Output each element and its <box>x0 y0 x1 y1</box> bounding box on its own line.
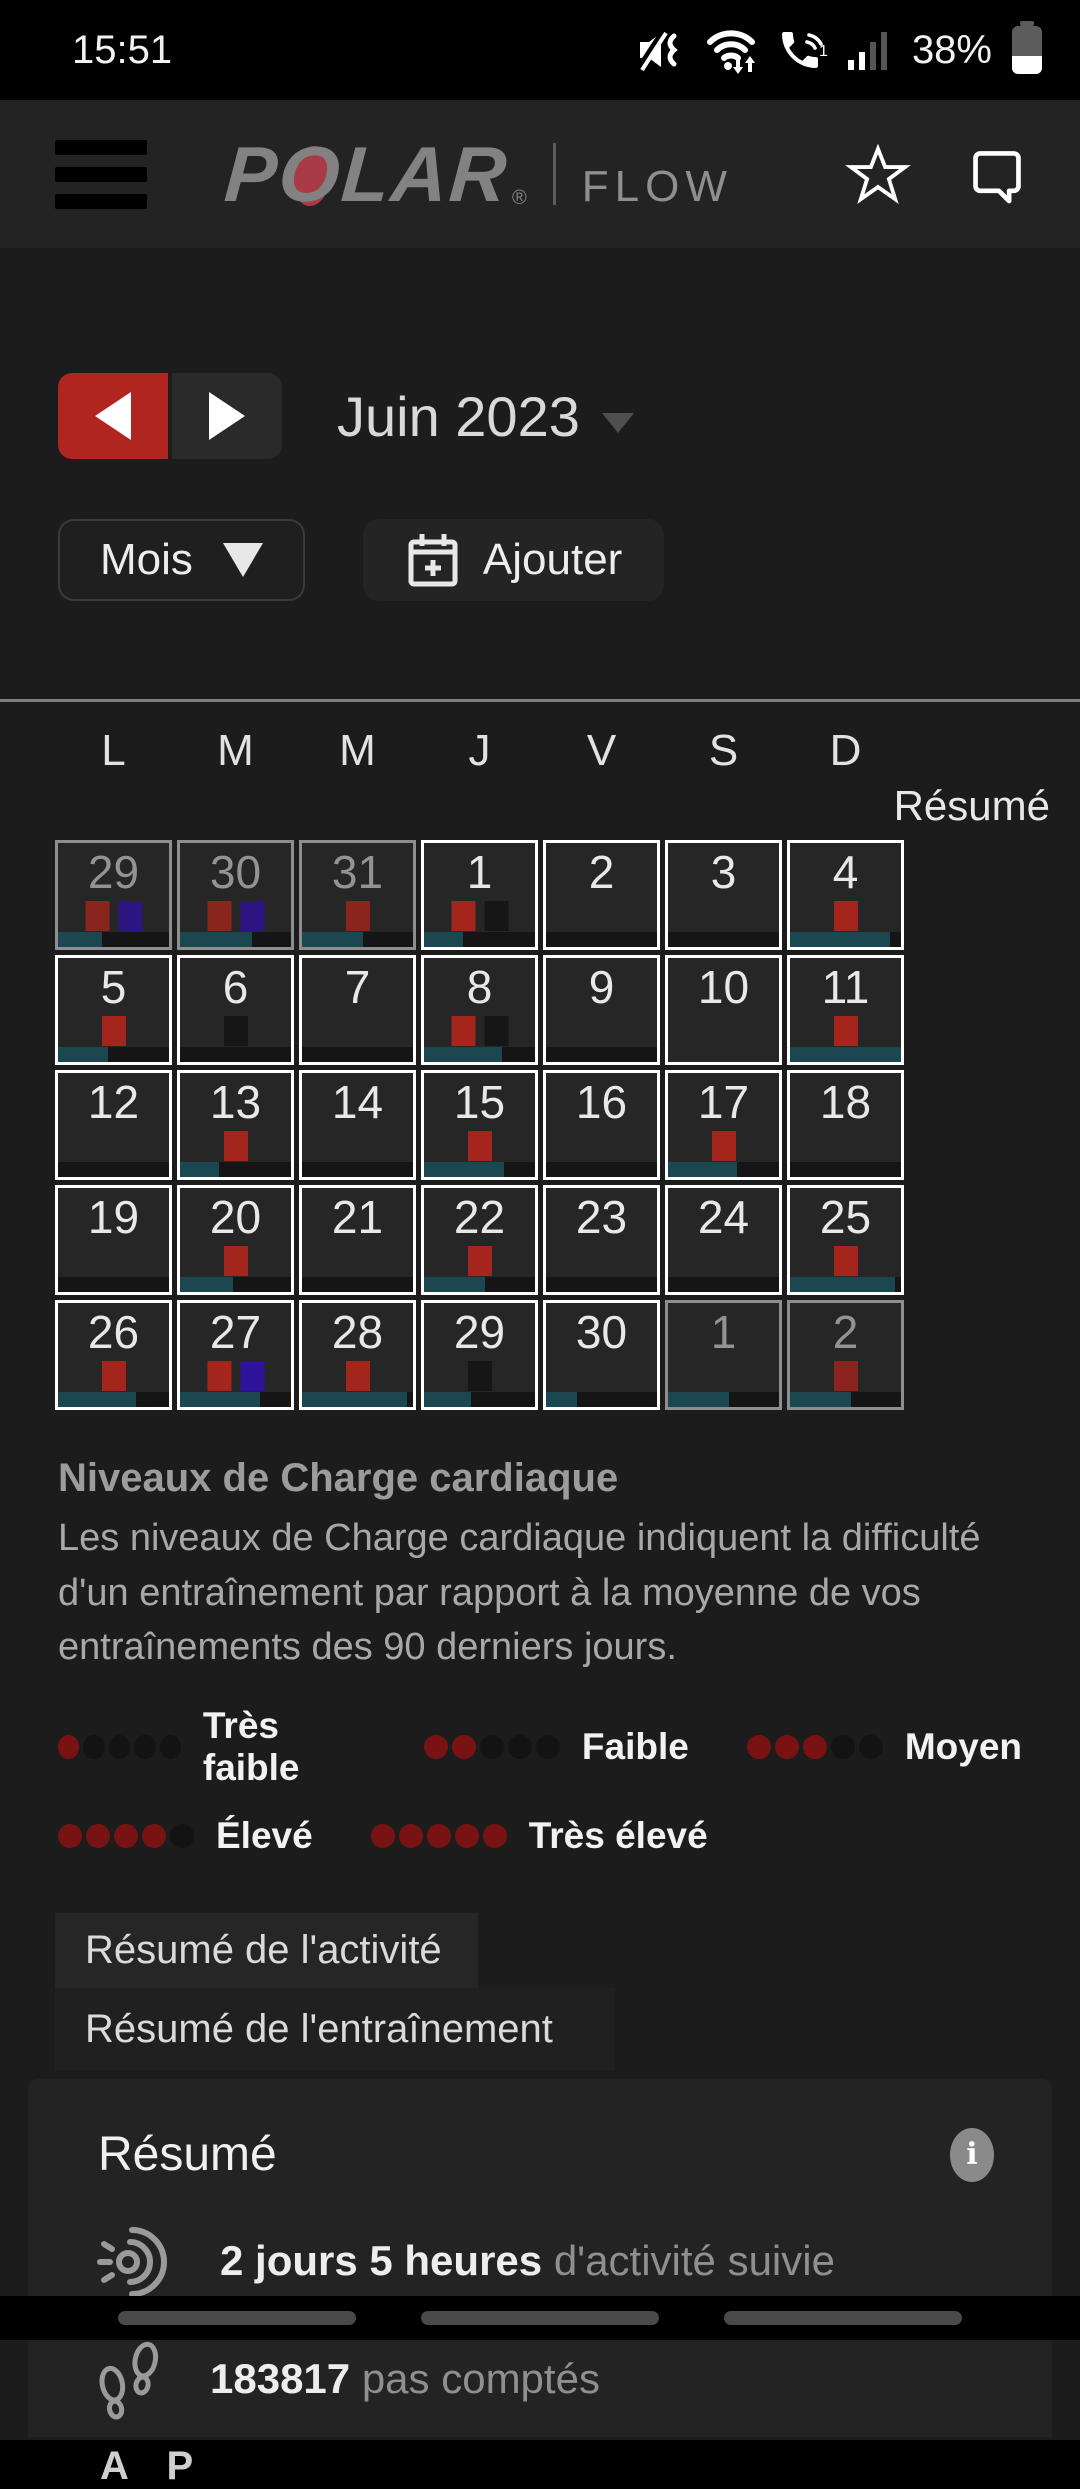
day-number: 19 <box>87 1191 140 1243</box>
logo-letter-o: O <box>275 129 345 218</box>
daily-activity-bar <box>668 1162 779 1177</box>
nav-handle-left[interactable] <box>118 2311 356 2325</box>
previous-month-button[interactable] <box>58 373 168 459</box>
daily-activity-bar <box>424 1162 535 1177</box>
session-markers <box>224 1246 248 1276</box>
session-marker-dark <box>484 901 508 931</box>
session-marker-red <box>834 1361 858 1391</box>
day-number: 7 <box>344 961 371 1013</box>
add-button[interactable] <box>363 519 664 601</box>
day-number: 25 <box>819 1191 872 1243</box>
steps-icon <box>98 2340 162 2418</box>
tab-activity-summary[interactable]: Résumé de l'activité <box>55 1913 478 1988</box>
day-number: 18 <box>819 1076 872 1128</box>
calendar-day-28[interactable] <box>299 1300 416 1410</box>
daily-activity-bar <box>302 932 413 947</box>
day-number: 1 <box>710 1306 737 1358</box>
daily-activity-bar <box>546 1047 657 1062</box>
session-markers <box>834 901 858 931</box>
daily-activity-bar <box>546 1277 657 1292</box>
menu-icon[interactable] <box>55 128 147 221</box>
day-number: 31 <box>331 846 384 898</box>
calendar-day-14[interactable] <box>299 1070 416 1180</box>
day-number: 11 <box>821 961 870 1013</box>
session-marker-red <box>85 901 109 931</box>
session-markers <box>102 1361 126 1391</box>
charge-legend-description: Les niveaux de Charge cardiaque indiquent la difficulté d'un entraînement par rapport à la moyenne de vos entraînements des 90 derniers jours. <box>58 1517 981 1669</box>
day-number: 21 <box>331 1191 384 1243</box>
day-number: 6 <box>222 961 249 1013</box>
session-marker-red <box>468 1131 492 1161</box>
session-marker-red <box>207 1361 231 1391</box>
info-icon[interactable]: i <box>950 2128 994 2182</box>
dot-filled <box>58 1735 79 1759</box>
session-markers <box>468 1131 492 1161</box>
add-label: Ajouter <box>482 535 623 584</box>
summary-title: Résumé <box>98 2128 277 2182</box>
mute-vibrate-icon <box>636 26 688 74</box>
steps-value: 183817 <box>210 2355 351 2403</box>
dot-empty <box>170 1824 194 1848</box>
polar-logo-text <box>222 129 511 220</box>
calendar-day-15[interactable] <box>421 1070 538 1180</box>
dot-empty <box>134 1735 155 1759</box>
day-number: 29 <box>87 846 140 898</box>
calendar-day-16[interactable] <box>543 1070 660 1180</box>
status-bar <box>0 0 1080 100</box>
charge-level-2 <box>424 1726 689 1768</box>
activity-time-unit: d'activité suivie <box>553 2237 835 2285</box>
day-header: V <box>586 726 617 775</box>
daily-activity-bar <box>668 1277 779 1292</box>
activity-time-row <box>98 2224 994 2298</box>
daily-activity-bar <box>58 1392 169 1407</box>
day-number: 30 <box>209 846 262 898</box>
session-markers <box>834 1361 858 1391</box>
calendar-day-30[interactable] <box>543 1300 660 1410</box>
session-markers <box>451 901 508 931</box>
session-markers <box>712 1131 736 1161</box>
day-number: 22 <box>453 1191 506 1243</box>
day-number: 26 <box>87 1306 140 1358</box>
month-label: Juin 2023 <box>337 384 580 448</box>
day-number: 23 <box>575 1191 628 1243</box>
signal-icon <box>846 26 890 74</box>
session-markers <box>224 1131 248 1161</box>
session-markers <box>834 1246 858 1276</box>
session-marker-red <box>834 901 858 931</box>
section-divider <box>0 699 1080 702</box>
dot-empty <box>859 1735 883 1759</box>
calendar-day-21[interactable] <box>299 1185 416 1295</box>
activity-time-value: 2 jours 5 heures <box>220 2237 543 2285</box>
daily-activity-bar <box>58 1047 169 1062</box>
battery-icon <box>1012 26 1042 74</box>
charge-level-1 <box>58 1705 366 1789</box>
session-markers <box>346 901 370 931</box>
dropdown-arrow-icon <box>223 543 263 577</box>
day-number: 28 <box>331 1306 384 1358</box>
calendar-day-23[interactable] <box>543 1185 660 1295</box>
calendar-day-29[interactable] <box>55 840 172 950</box>
dot-empty <box>83 1735 104 1759</box>
session-marker-red <box>834 1246 858 1276</box>
daily-activity-bar <box>302 1392 413 1407</box>
calendar-day-8[interactable] <box>421 955 538 1065</box>
calendar-day-3[interactable] <box>665 840 782 950</box>
calendar-day-1[interactable] <box>665 1300 782 1410</box>
daily-activity-bar <box>180 1392 291 1407</box>
daily-activity-bar <box>180 1277 291 1292</box>
dot-empty <box>109 1735 130 1759</box>
dot-filled <box>427 1824 451 1848</box>
calendar-day-31[interactable] <box>299 840 416 950</box>
daily-activity-bar <box>180 1162 291 1177</box>
daily-activity-bar <box>180 932 291 947</box>
day-number: 27 <box>209 1306 262 1358</box>
month-selector[interactable] <box>337 384 634 449</box>
day-number: 1 <box>466 846 493 898</box>
daily-activity-bar <box>790 932 901 947</box>
charge-legend <box>58 1456 1022 1675</box>
session-marker-red <box>224 1246 248 1276</box>
daily-activity-bar <box>546 1162 657 1177</box>
calendar-day-13[interactable] <box>177 1070 294 1180</box>
session-marker-red <box>102 1016 126 1046</box>
clock: 15:51 <box>72 27 173 72</box>
session-marker-purple <box>240 1361 264 1391</box>
day-header: M <box>217 726 254 775</box>
daily-activity-bar <box>424 1047 535 1062</box>
daily-activity-bar <box>790 1162 901 1177</box>
calendar-day-20[interactable] <box>177 1185 294 1295</box>
day-header: D <box>829 726 862 775</box>
flow-label: FLOW <box>581 161 733 211</box>
view-mode-label: Mois <box>100 535 193 584</box>
day-number: 4 <box>832 846 859 898</box>
session-markers <box>468 1246 492 1276</box>
calendar-day-10[interactable] <box>665 955 782 1065</box>
dot-filled <box>775 1735 799 1759</box>
dot-filled <box>86 1824 110 1848</box>
month-navigation <box>0 248 1080 459</box>
session-marker-red <box>451 901 475 931</box>
charge-level-label: Moyen <box>904 1726 1022 1768</box>
calendar-day-7[interactable] <box>299 955 416 1065</box>
dot-filled <box>483 1824 507 1848</box>
calendar-day-24[interactable] <box>665 1185 782 1295</box>
charge-level-4 <box>58 1815 313 1857</box>
daily-activity-bar <box>790 1392 901 1407</box>
dot-filled <box>424 1735 448 1759</box>
dot-filled <box>399 1824 423 1848</box>
dot-filled <box>452 1735 476 1759</box>
dot-empty <box>536 1735 560 1759</box>
session-markers <box>224 1016 248 1046</box>
session-markers <box>468 1361 492 1391</box>
session-marker-purple <box>240 901 264 931</box>
session-marker-red <box>834 1016 858 1046</box>
wifi-icon <box>704 26 760 74</box>
star-icon[interactable] <box>849 146 907 202</box>
session-markers <box>102 1016 126 1046</box>
dot-filled <box>371 1824 395 1848</box>
calendar-day-26[interactable] <box>55 1300 172 1410</box>
calendar-grid <box>55 840 904 1410</box>
dot-filled <box>803 1735 827 1759</box>
daily-activity-bar <box>58 932 169 947</box>
day-number: 2 <box>588 846 615 898</box>
truncated-row: A P <box>100 2444 208 2489</box>
calendar-day-12[interactable] <box>55 1070 172 1180</box>
day-header: L <box>101 726 126 775</box>
charge-level-label: Très faible <box>202 1705 300 1789</box>
session-marker-dark <box>484 1016 508 1046</box>
session-markers <box>346 1361 370 1391</box>
session-marker-red <box>712 1131 736 1161</box>
session-marker-red <box>468 1246 492 1276</box>
daily-activity-bar <box>302 1277 413 1292</box>
summary-card <box>28 2079 1052 2489</box>
day-number: 30 <box>575 1306 628 1358</box>
main-content <box>0 248 1080 2489</box>
calendar-day-2[interactable] <box>543 840 660 950</box>
previous-arrow-icon <box>95 392 131 440</box>
day-header-row <box>55 726 904 776</box>
day-number: 24 <box>697 1191 750 1243</box>
daily-activity-bar <box>302 1162 413 1177</box>
calendar-day-18[interactable] <box>787 1070 904 1180</box>
daily-activity-bar <box>424 932 535 947</box>
daily-activity-bar <box>546 1392 657 1407</box>
day-number: 12 <box>87 1076 140 1128</box>
calendar-day-30[interactable] <box>177 840 294 950</box>
dot-filled <box>455 1824 479 1848</box>
session-markers <box>85 901 142 931</box>
logo-letters-lar: LAR <box>338 129 512 218</box>
day-number: 16 <box>575 1076 628 1128</box>
calendar-summary-link[interactable]: Résumé <box>893 782 1050 829</box>
app-header <box>0 100 1080 248</box>
dot-empty <box>160 1735 181 1759</box>
calendar-day-27[interactable] <box>177 1300 294 1410</box>
calendar-day-6[interactable] <box>177 955 294 1065</box>
charge-levels-row-1 <box>58 1705 1022 1789</box>
steps-row <box>98 2340 994 2418</box>
day-number: 17 <box>697 1076 750 1128</box>
day-header: M <box>339 726 376 775</box>
day-number: 20 <box>209 1191 262 1243</box>
charge-level-label: Faible <box>581 1726 689 1768</box>
calendar-day-4[interactable] <box>787 840 904 950</box>
day-number: 8 <box>466 961 493 1013</box>
calendar-day-1[interactable] <box>421 840 538 950</box>
charge-legend-title: Niveaux de Charge cardiaque <box>58 1456 619 1500</box>
daily-activity-bar <box>58 1162 169 1177</box>
session-markers <box>207 1361 264 1391</box>
daily-activity-bar <box>668 1392 779 1407</box>
steps-unit: pas comptés <box>361 2355 600 2403</box>
session-marker-red <box>207 901 231 931</box>
dot-empty <box>480 1735 504 1759</box>
charge-levels-row-2 <box>58 1815 1022 1857</box>
charge-level-5 <box>371 1815 708 1857</box>
daily-activity-bar <box>424 1392 535 1407</box>
calendar-day-5[interactable] <box>55 955 172 1065</box>
day-number: 5 <box>100 961 127 1013</box>
daily-activity-bar <box>424 1277 535 1292</box>
session-marker-red <box>102 1361 126 1391</box>
daily-activity-bar <box>790 1277 901 1292</box>
session-marker-red <box>346 901 370 931</box>
day-number: 10 <box>697 961 750 1013</box>
calendar-day-9[interactable] <box>543 955 660 1065</box>
day-number: 3 <box>710 846 737 898</box>
charge-level-3 <box>747 1726 1022 1768</box>
registered-mark: ® <box>512 186 527 209</box>
polar-flow-logo <box>221 129 733 220</box>
svg-text:1: 1 <box>818 43 828 60</box>
dot-filled <box>142 1824 166 1848</box>
calendar-day-2[interactable] <box>787 1300 904 1410</box>
logo-divider <box>553 143 556 205</box>
session-marker-dark <box>468 1361 492 1391</box>
day-number: 9 <box>588 961 615 1013</box>
session-marker-dark <box>224 1016 248 1046</box>
calendar-day-29[interactable] <box>421 1300 538 1410</box>
day-number: 14 <box>331 1076 384 1128</box>
session-markers <box>834 1016 858 1046</box>
day-number: 15 <box>453 1076 506 1128</box>
day-number: 13 <box>209 1076 262 1128</box>
dot-filled <box>58 1824 82 1848</box>
daily-activity-bar <box>180 1047 291 1062</box>
tab-training-summary[interactable]: Résumé de l'entraînement <box>55 1988 615 2071</box>
session-markers <box>451 1016 508 1046</box>
session-marker-red <box>224 1131 248 1161</box>
view-mode-dropdown[interactable] <box>58 519 305 601</box>
nav-handle-right[interactable] <box>724 2311 962 2325</box>
session-marker-purple <box>118 901 142 931</box>
nav-handle-center[interactable] <box>421 2311 659 2325</box>
day-header: S <box>708 726 739 775</box>
charge-level-label: Très élevé <box>528 1815 708 1857</box>
dot-filled <box>114 1824 138 1848</box>
dot-filled <box>747 1735 771 1759</box>
calendar-plus-icon <box>405 530 461 590</box>
next-arrow-icon <box>209 392 245 440</box>
day-header: J <box>468 726 491 775</box>
day-number: 29 <box>453 1306 506 1358</box>
system-bottom-bar <box>0 2296 1080 2340</box>
charge-level-label: Élevé <box>216 1815 313 1857</box>
day-number: 2 <box>832 1306 859 1358</box>
daily-activity-bar <box>790 1047 901 1062</box>
chat-icon[interactable] <box>969 146 1025 202</box>
daily-activity-bar <box>546 932 657 947</box>
calendar-day-19[interactable] <box>55 1185 172 1295</box>
logo-letter-p: P <box>221 129 283 218</box>
next-month-button[interactable] <box>172 373 282 459</box>
dot-empty <box>831 1735 855 1759</box>
wifi-calling-icon <box>776 26 830 74</box>
session-marker-red <box>451 1016 475 1046</box>
status-icons <box>636 26 1042 74</box>
session-markers <box>207 901 264 931</box>
toolbar <box>58 519 1080 601</box>
calendar-day-17[interactable] <box>665 1070 782 1180</box>
battery-percent: 38% <box>911 27 992 72</box>
dot-empty <box>508 1735 532 1759</box>
calendar-day-25[interactable] <box>787 1185 904 1295</box>
calendar-day-11[interactable] <box>787 955 904 1065</box>
chevron-down-icon <box>602 413 634 433</box>
daily-activity-bar <box>58 1277 169 1292</box>
daily-activity-bar <box>668 932 779 947</box>
session-marker-red <box>346 1361 370 1391</box>
calendar-day-22[interactable] <box>421 1185 538 1295</box>
daily-activity-bar <box>302 1047 413 1062</box>
activity-tracking-icon <box>98 2224 172 2298</box>
